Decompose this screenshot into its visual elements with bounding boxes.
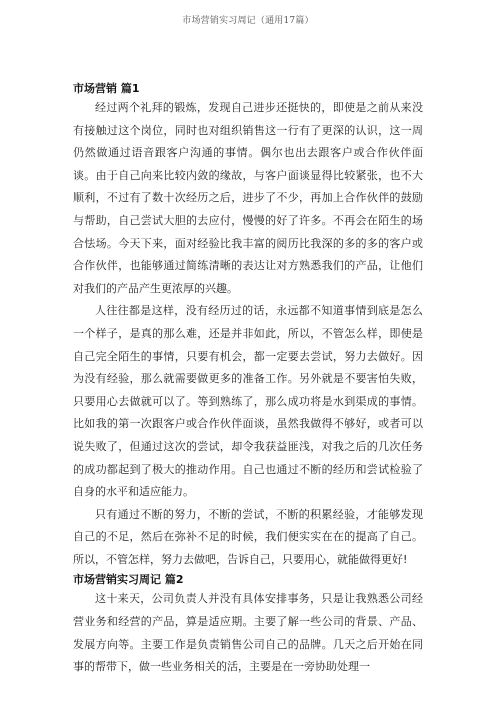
section-heading: 市场营销 篇1 — [73, 82, 140, 95]
paragraph: 人往往都是这样，没有经历过的话，永远都不知道事情到底是怎么一个样子，是真的那么难，还是并非如此，所以，不管怎么样，即使是自己完全陌生的事情，只要有机会，都一定要去尝试，努力去做好。因为没有经验，那么就需要做更多的准备工作。另外就是不要害怕失败，只要用心去做就可以了。等到熟练了，那么成功将是水到渠成的事情。比如我的第一次跟客户或合作伙伴面谈，虽然我做得不够好，或者可以说失败了，但通过这次的尝试，却令我获益匪浅，对我之后的几次任务的成功都起到了极大的推动作用。自己也通过不断的经历和尝试检验了自身的水平和适应能力。 — [73, 304, 423, 499]
section-heading: 市场营销实习周记 篇2 — [73, 573, 184, 587]
document-title: 市场营销实习周记（通用17篇） — [182, 16, 314, 26]
document-body — [73, 80, 423, 679]
section-1 — [73, 80, 423, 571]
paragraph: 这十来天，公司负责人并没有具体安排事务，只是让我熟悉公司经营业务和经营的产品，算是适应期。主要了解一些公司的背景、产品、发展方向等。主要工作是负责销售公司自己的品牌。几天之后开始在同事的帮带下，做一些业务相关的活，主要是在一旁协助处理一 — [73, 592, 423, 674]
paragraph: 经过两个礼拜的锻炼，发现自己进步还挺快的，即使是之前从来没有接触过这个岗位，同时也对组织销售这一行有了更深的认识，这一周仍然做通过语音跟客户沟通的事情。偶尔也出去跟客户或合作伙伴面谈。由于自己向来比较内敛的缘故，与客户面谈显得比较紧张，也不大顺利，不过有了数十次经历之后，进步了不少，再加上合作伙伴的鼓励与帮助，自己尝试大胆的去应付，慢慢的好了许多。不再会在陌生的场合怯场。今天下来，面对经验比我丰富的阅历比我深的多的多的客户或合作伙伴，也能够通过简练清晰的表达让对方熟悉我们的产品，让他们对我们的产品产生更浓厚的兴趣。 — [73, 101, 423, 295]
paragraph: 只有通过不断的努力，不断的尝试，不断的积累经验，才能够发现自己的不足，然后在弥补不足的时候，我们便实实在在的提高了自己。所以，不管怎样，努力去做吧，告诉自己，只要用心，就能做得更好! — [73, 507, 423, 566]
section-2 — [73, 571, 423, 678]
